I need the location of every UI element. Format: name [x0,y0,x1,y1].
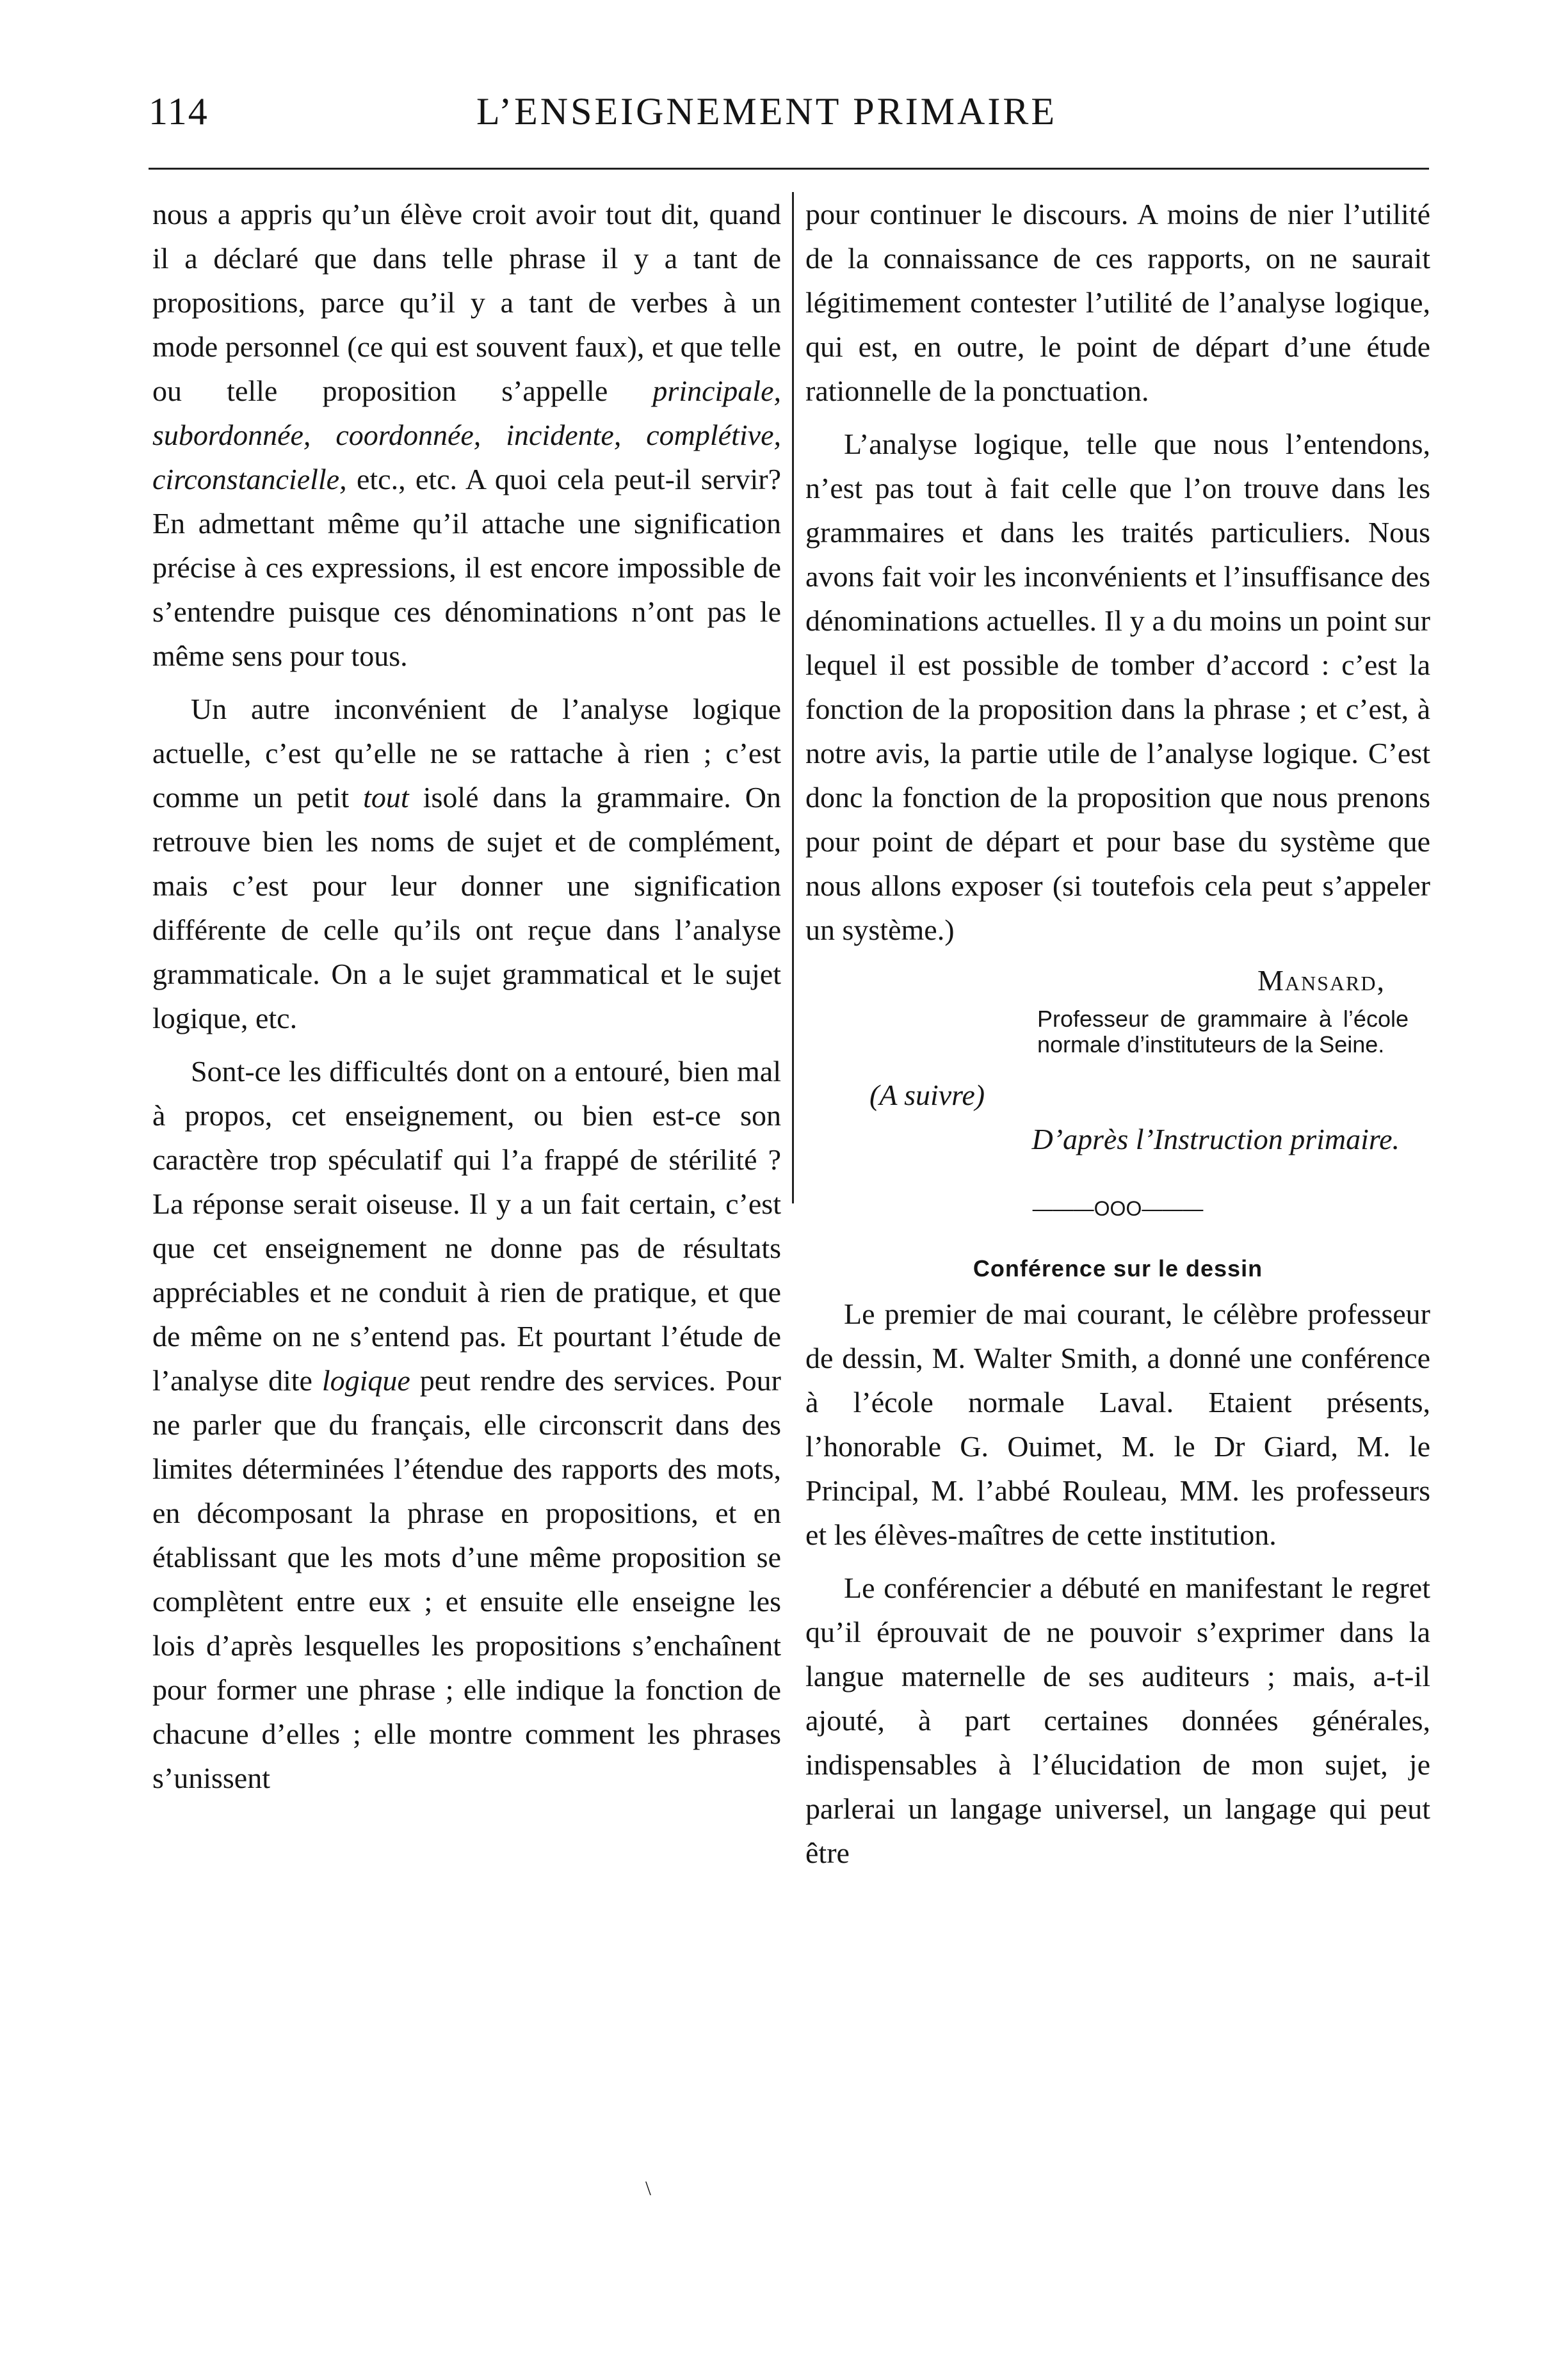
running-title: L’ENSEIGNEMENT PRIMAIRE [476,90,1058,133]
printer-mark: \ [645,2176,651,2199]
paragraph: Le premier de mai courant, le célèbre professeur de dessin, M. Walter Smith, a donné une conférence à l’école normale Laval. Etaient présents, l’honorable G. Ouimet, M. le Dr Giard, M. le Principal, M. l’abbé Rouleau, MM. les professeurs et les élèves-maîtres de cette institution. [805,1298,1430,1551]
section-title: Conférence sur le dessin [973,1255,1263,1282]
paragraph [152,687,781,1040]
paragraph-text: isolé dans la grammaire. On retrouve bien les noms de sujet et de complément, mais c’est pour leur donner une signification différente de celle qu’ils ont reçue dans l’analyse grammaticale. On a le sujet grammatical et le sujet logique, etc. [152,781,782,1034]
paragraph-text: Sont-ce les difficultés dont on a entouré, bien mal à propos, cet enseignement, ou bien est-ce son caractère trop spéculatif qui l’a frappé de stérilité ? La réponse serait oiseuse. Il y a un fait certain, c’est que cet enseignement ne donne pas de résultats appréciables et ne conduit à rien de pratique, et que de même on ne s’entend pas. Et pourtant l’étude de l’analyse dite [152,1055,781,1397]
page-header [149,90,1429,147]
paragraph-italic: logique [321,1364,410,1397]
left-column [152,192,781,1800]
paragraph [152,192,781,678]
right-column [805,192,1430,1875]
header-rule [149,168,1429,170]
paragraph-italic: principale, subordonnée, coordonnée, incidente, complétive, circonstancielle, [152,374,781,495]
paragraph-text: Un autre inconvénient de l’analyse logique actuelle, c’est qu’elle ne se rattache à rien ; c’est comme un petit [152,693,781,814]
to-be-continued: (A suivre) [869,1079,985,1111]
paragraph-text: nous a appris qu’un élève croit avoir tout dit, quand il a déclaré que dans telle phrase il y a tant de propositions, parce qu’il y a tant de verbes à un mode personnel (ce qui est souvent faux), et que telle ou telle proposition s’appelle [152,198,781,407]
page-number: 114 [149,90,209,133]
paragraph: Le conférencier a débuté en manifestant le regret qu’il éprouvait de ne pouvoir s’exprimer dans la langue maternelle de ses auditeurs ; mais, a-t-il ajouté, à part certaines données générales, indispensables à l’élucidation de mon sujet, je parlerai un langage universel, un langage qui peut être [805,1572,1430,1869]
author-signature: Mansard, [1257,964,1385,997]
paragraph: L’analyse logique, telle que nous l’entendons, n’est pas tout à fait celle que l’on trouve dans les grammaires et dans les traités particuliers. Nous avons fait voir les inconvénients et l’insuffisance des dénominations actuelles. Il y a du moins un point sur lequel il est possible de tomber d’accord : c’est la fonction de la proposition dans la phrase ; et c’est, à notre avis, la partie utile de l’analyse logique. C’est donc la fonction de la proposition que nous prenons pour point de départ et pour base du système que nous allons exposer (si toutefois cela peut s’appeler un système.) [805,428,1430,946]
source-credit: D’après l’Instruction primaire. [1031,1123,1400,1155]
paragraph-text: etc., etc. A quoi cela peut-il servir? En admettant même qu’il attache une signification précise à ces expressions, il est encore impossible de s’entendre puisque ces dénominations n’ont pas le même sens pour tous. [152,463,781,672]
paragraph-text: peut rendre des services. Pour ne parler que du français, elle circonscrit dans des limites déterminées l’étendue des rapports des mots, en décomposant la phrase en propositions, et en établissant que les mots d’une même proposition se complètent entre eux ; et ensuite elle enseigne les lois d’après lesquelles les propositions s’enchaînent pour former une phrase ; elle indique la fonction de chacune d’elles ; elle montre comment les phrases s’unissent [152,1364,781,1794]
author-affiliation: Professeur de grammaire à l’école normale d’instituteurs de la Seine. [1037,1006,1409,1057]
section-separator: ———OOO——— [1032,1197,1204,1220]
paragraph [152,1049,781,1800]
paragraph-italic: tout [363,781,409,814]
column-divider [792,192,794,1203]
paragraph: pour continuer le discours. A moins de nier l’utilité de la connaissance de ces rapports, on ne saurait légitimement contester l’utilité de l’analyse logique, qui est, en outre, le point de départ d’une étude rationnelle de la ponctuation. [805,198,1430,407]
